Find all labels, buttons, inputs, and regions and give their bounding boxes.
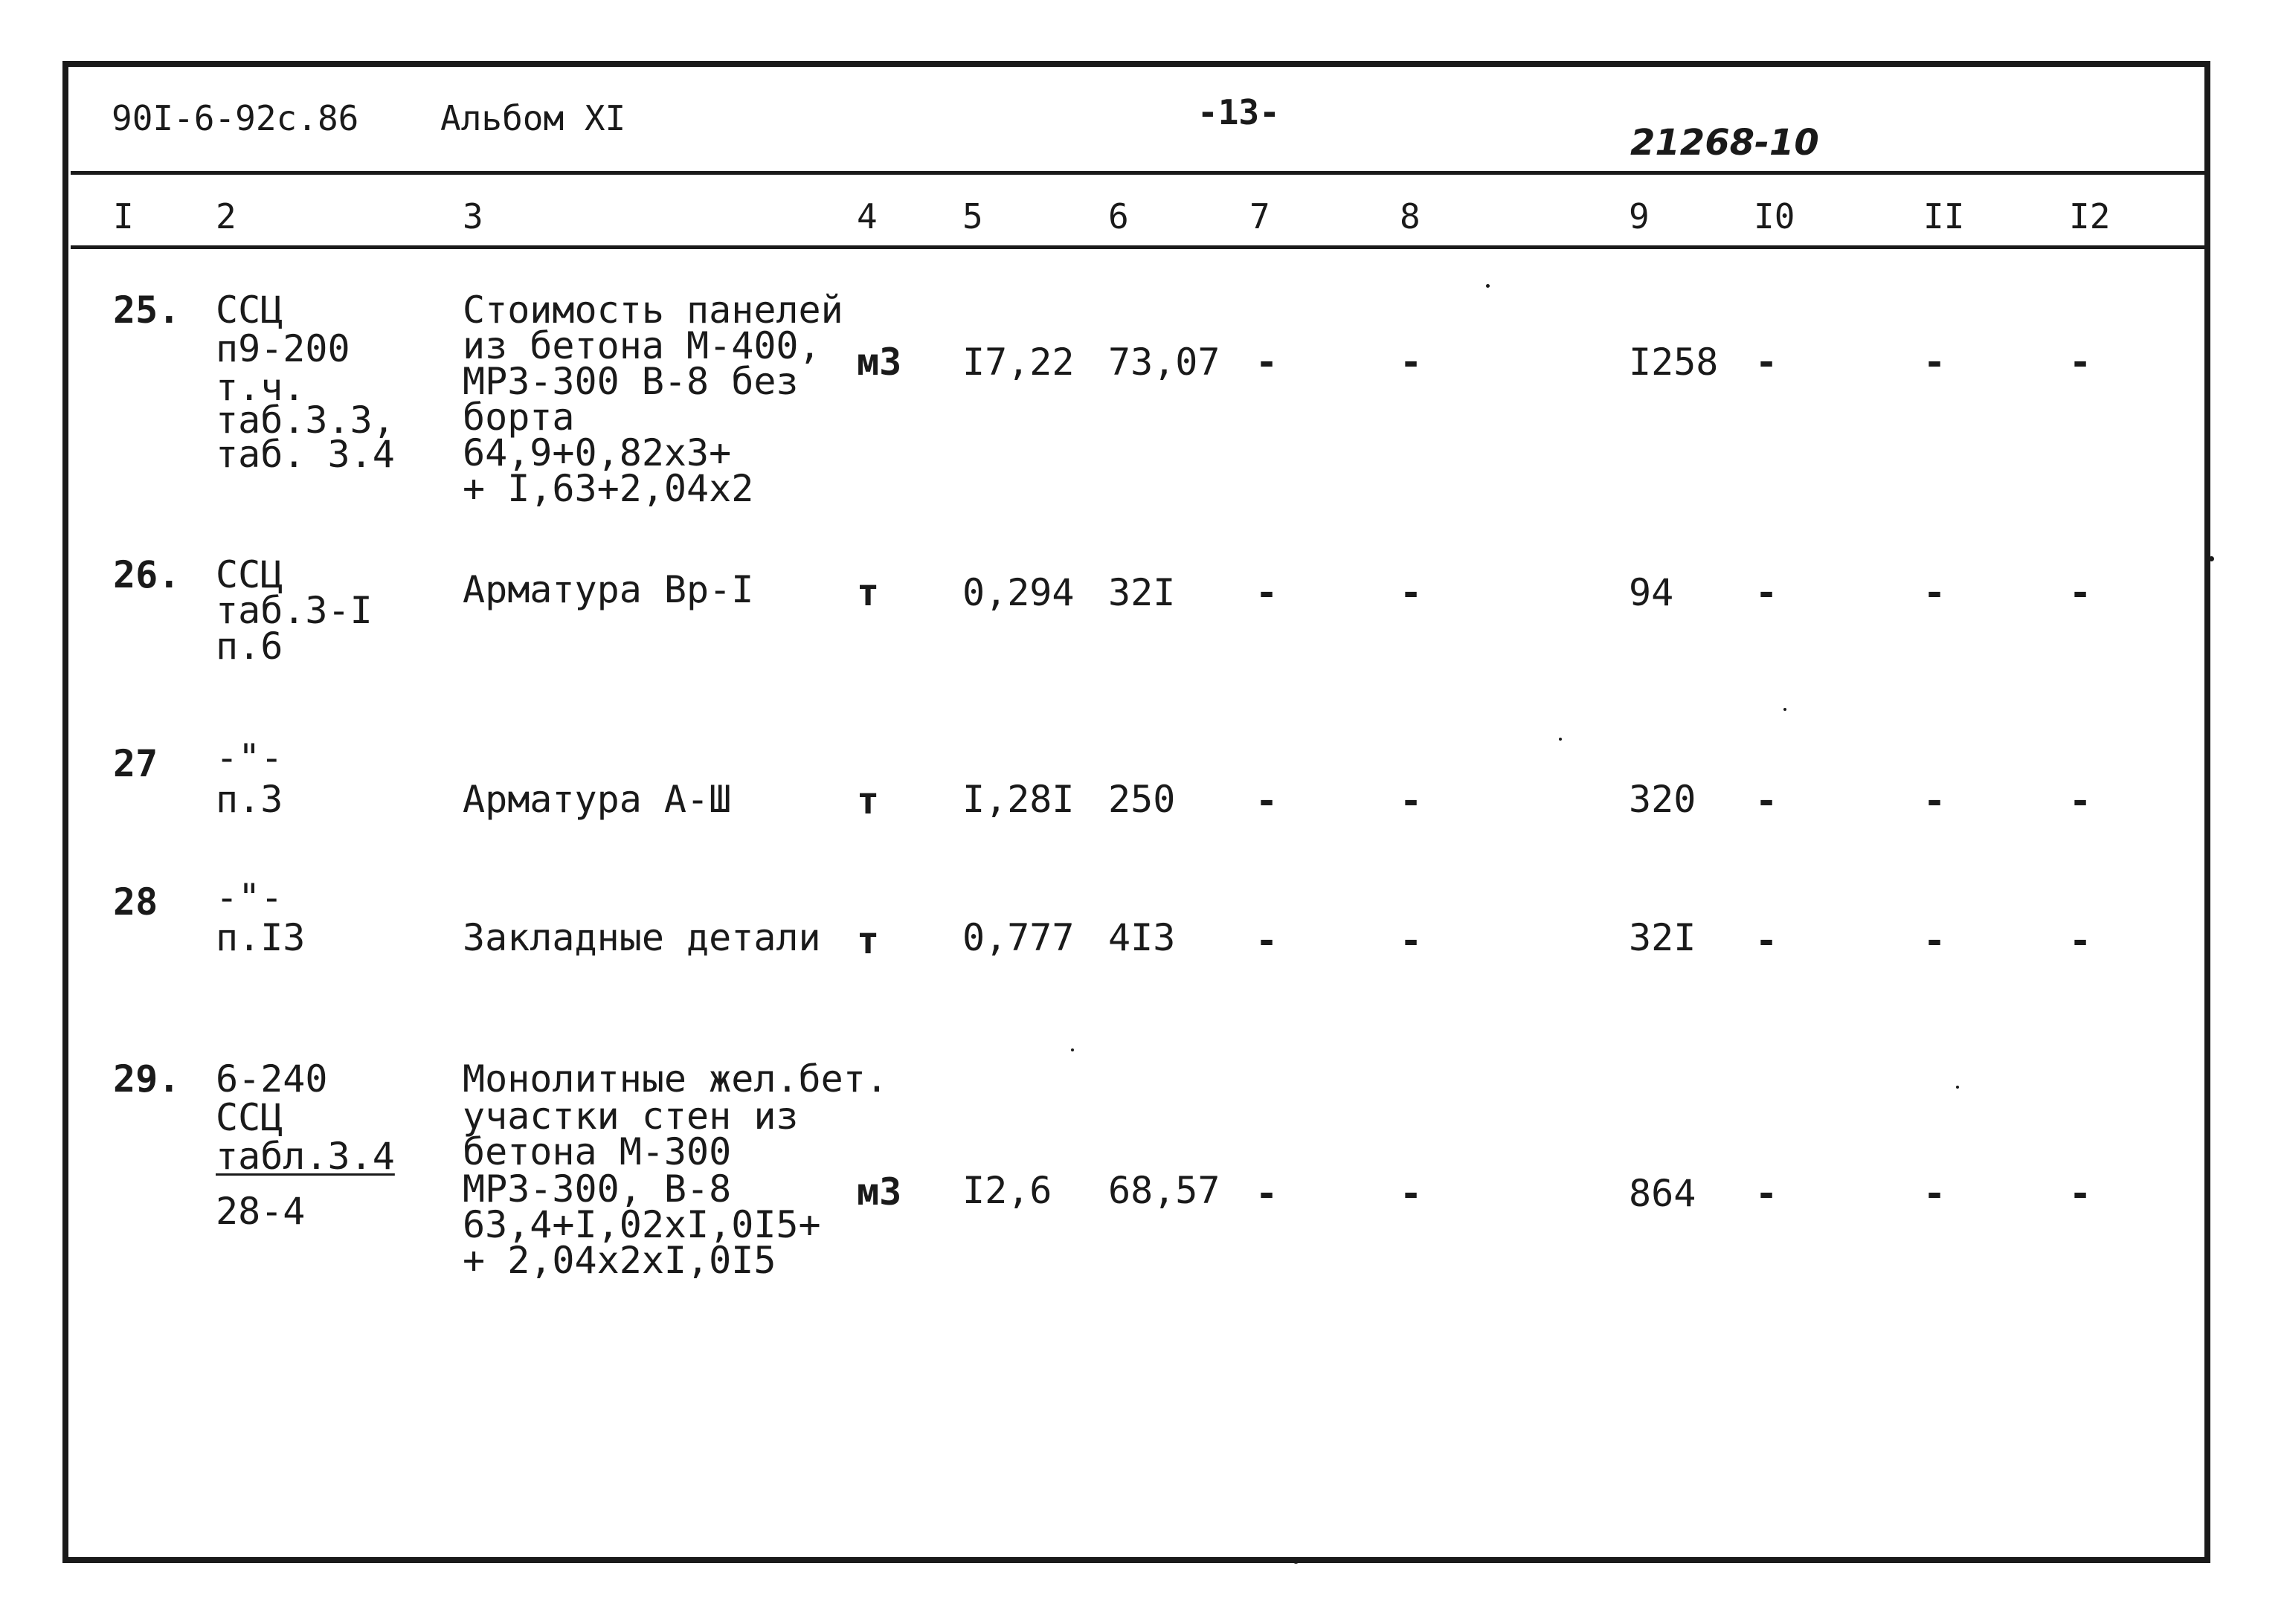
stamp-number: 21268-10 bbox=[1630, 122, 1819, 164]
row-col10: - bbox=[1755, 919, 1778, 962]
col-header-10: I0 bbox=[1754, 196, 1795, 236]
row-total: 320 bbox=[1629, 778, 1696, 821]
row-unit: м3 bbox=[857, 341, 902, 384]
row-col7: - bbox=[1255, 1172, 1278, 1215]
ref-line: таб. 3.4 bbox=[216, 433, 395, 476]
row-unit: т bbox=[857, 779, 880, 822]
row-quantity: 0,777 bbox=[962, 916, 1075, 959]
row-total: 864 bbox=[1629, 1172, 1696, 1215]
scan-speck bbox=[1486, 284, 1490, 288]
row-col10: - bbox=[1755, 1172, 1778, 1215]
row-quantity: I,28I bbox=[962, 778, 1075, 821]
ref-line: ССЦ bbox=[216, 289, 283, 332]
album-title: Альбом XI bbox=[440, 98, 626, 138]
row-unit-price: 73,07 bbox=[1108, 341, 1220, 384]
header-rule bbox=[71, 171, 2205, 175]
desc-line: Закладные детали bbox=[463, 916, 821, 959]
row-quantity: I2,6 bbox=[962, 1169, 1052, 1212]
desc-line: борта bbox=[463, 396, 575, 439]
col-header-6: 6 bbox=[1108, 196, 1129, 236]
row-number: 28 bbox=[113, 880, 158, 924]
row-unit-price: 250 bbox=[1108, 778, 1176, 821]
row-col7: - bbox=[1255, 779, 1278, 822]
desc-line: МРЗ-300, В-8 bbox=[463, 1167, 732, 1211]
row-number: 26. bbox=[113, 553, 181, 596]
ref-line: таб.3.3, bbox=[216, 399, 395, 442]
row-col8: - bbox=[1400, 919, 1423, 962]
ref-line: п.6 bbox=[216, 625, 283, 668]
desc-line: + I,63+2,04х2 bbox=[463, 467, 754, 510]
col-header-2: 2 bbox=[216, 196, 237, 236]
col-header-12: I2 bbox=[2069, 196, 2111, 236]
ref-line: таб.3-I bbox=[216, 589, 373, 632]
desc-line: Стоимость панелей bbox=[463, 289, 843, 332]
desc-line: Арматура Вр-I bbox=[463, 568, 754, 611]
ref-line: т.ч. bbox=[216, 366, 306, 409]
row-col11: - bbox=[1923, 1172, 1946, 1215]
row-col10: - bbox=[1755, 779, 1778, 822]
row-unit-price: 68,57 bbox=[1108, 1169, 1220, 1212]
ref-line: ССЦ bbox=[216, 1096, 283, 1139]
desc-line: Арматура А-Ш bbox=[463, 778, 732, 821]
row-col7: - bbox=[1255, 919, 1278, 962]
row-col12: - bbox=[2069, 779, 2092, 822]
row-col7: - bbox=[1255, 571, 1278, 614]
row-col11: - bbox=[1923, 919, 1946, 962]
row-col8: - bbox=[1400, 779, 1423, 822]
row-col12: - bbox=[2069, 919, 2092, 962]
doc-code: 90I-6-92с.86 bbox=[112, 98, 359, 138]
row-total: I258 bbox=[1629, 341, 1719, 384]
row-col11: - bbox=[1923, 341, 1946, 384]
ref-line: 6-240 bbox=[216, 1057, 328, 1101]
row-col12: - bbox=[2069, 1172, 2092, 1215]
desc-line: бетона М-300 bbox=[463, 1130, 732, 1173]
desc-line: из бетона М-400, bbox=[463, 324, 821, 367]
row-total: 94 bbox=[1629, 571, 1674, 614]
row-col8: - bbox=[1400, 1172, 1423, 1215]
col-header-5: 5 bbox=[962, 196, 983, 236]
desc-line: 64,9+0,82х3+ bbox=[463, 431, 732, 474]
row-col7: - bbox=[1255, 341, 1278, 384]
scan-speck bbox=[1956, 1086, 1959, 1089]
ref-line: ССЦ bbox=[216, 553, 283, 596]
scan-speck bbox=[2209, 556, 2214, 561]
row-number: 27 bbox=[113, 742, 158, 785]
column-header-rule bbox=[71, 245, 2205, 249]
ref-line: п.3 bbox=[216, 778, 283, 821]
col-header-3: 3 bbox=[463, 196, 483, 236]
row-number: 25. bbox=[113, 289, 181, 332]
col-header-11: II bbox=[1923, 196, 1965, 236]
scan-speck bbox=[1559, 738, 1562, 741]
desc-line: МРЗ-300 В-8 без bbox=[463, 360, 799, 403]
ref-line: 28-4 bbox=[216, 1190, 306, 1233]
col-header-9: 9 bbox=[1629, 196, 1650, 236]
row-col12: - bbox=[2069, 571, 2092, 614]
row-total: 32I bbox=[1629, 916, 1696, 959]
row-col11: - bbox=[1923, 779, 1946, 822]
row-quantity: 0,294 bbox=[962, 571, 1075, 614]
scan-speck bbox=[1293, 1557, 1299, 1564]
col-header-1: I bbox=[113, 196, 134, 236]
col-header-8: 8 bbox=[1400, 196, 1421, 236]
row-col12: - bbox=[2069, 341, 2092, 384]
row-col10: - bbox=[1755, 341, 1778, 384]
row-unit: т bbox=[857, 571, 880, 614]
row-col11: - bbox=[1923, 571, 1946, 614]
desc-line: + 2,04х2хI,0I5 bbox=[463, 1239, 776, 1282]
row-col10: - bbox=[1755, 571, 1778, 614]
ref-line: -"- bbox=[216, 876, 283, 919]
desc-line: 63,4+I,02хI,0I5+ bbox=[463, 1203, 821, 1246]
scan-speck bbox=[1071, 1048, 1074, 1051]
ref-line: п.I3 bbox=[216, 916, 306, 959]
ref-line: -"- bbox=[216, 736, 283, 779]
row-unit-price: 4I3 bbox=[1108, 916, 1176, 959]
page-number: -13- bbox=[1197, 92, 1280, 132]
row-number: 29. bbox=[113, 1057, 181, 1101]
scan-speck bbox=[1783, 708, 1786, 711]
row-quantity: I7,22 bbox=[962, 341, 1075, 384]
col-header-7: 7 bbox=[1249, 196, 1270, 236]
row-unit: м3 bbox=[857, 1170, 902, 1214]
row-unit-price: 32I bbox=[1108, 571, 1176, 614]
desc-line: Монолитные жел.бет. bbox=[463, 1057, 888, 1101]
ref-line: п9-200 bbox=[216, 327, 350, 370]
row-col8: - bbox=[1400, 571, 1423, 614]
desc-line: участки стен из bbox=[463, 1095, 799, 1138]
col-header-4: 4 bbox=[857, 196, 878, 236]
row-unit: т bbox=[857, 919, 880, 962]
row-col8: - bbox=[1400, 341, 1423, 384]
ref-line: табл.3.4 bbox=[216, 1135, 395, 1178]
